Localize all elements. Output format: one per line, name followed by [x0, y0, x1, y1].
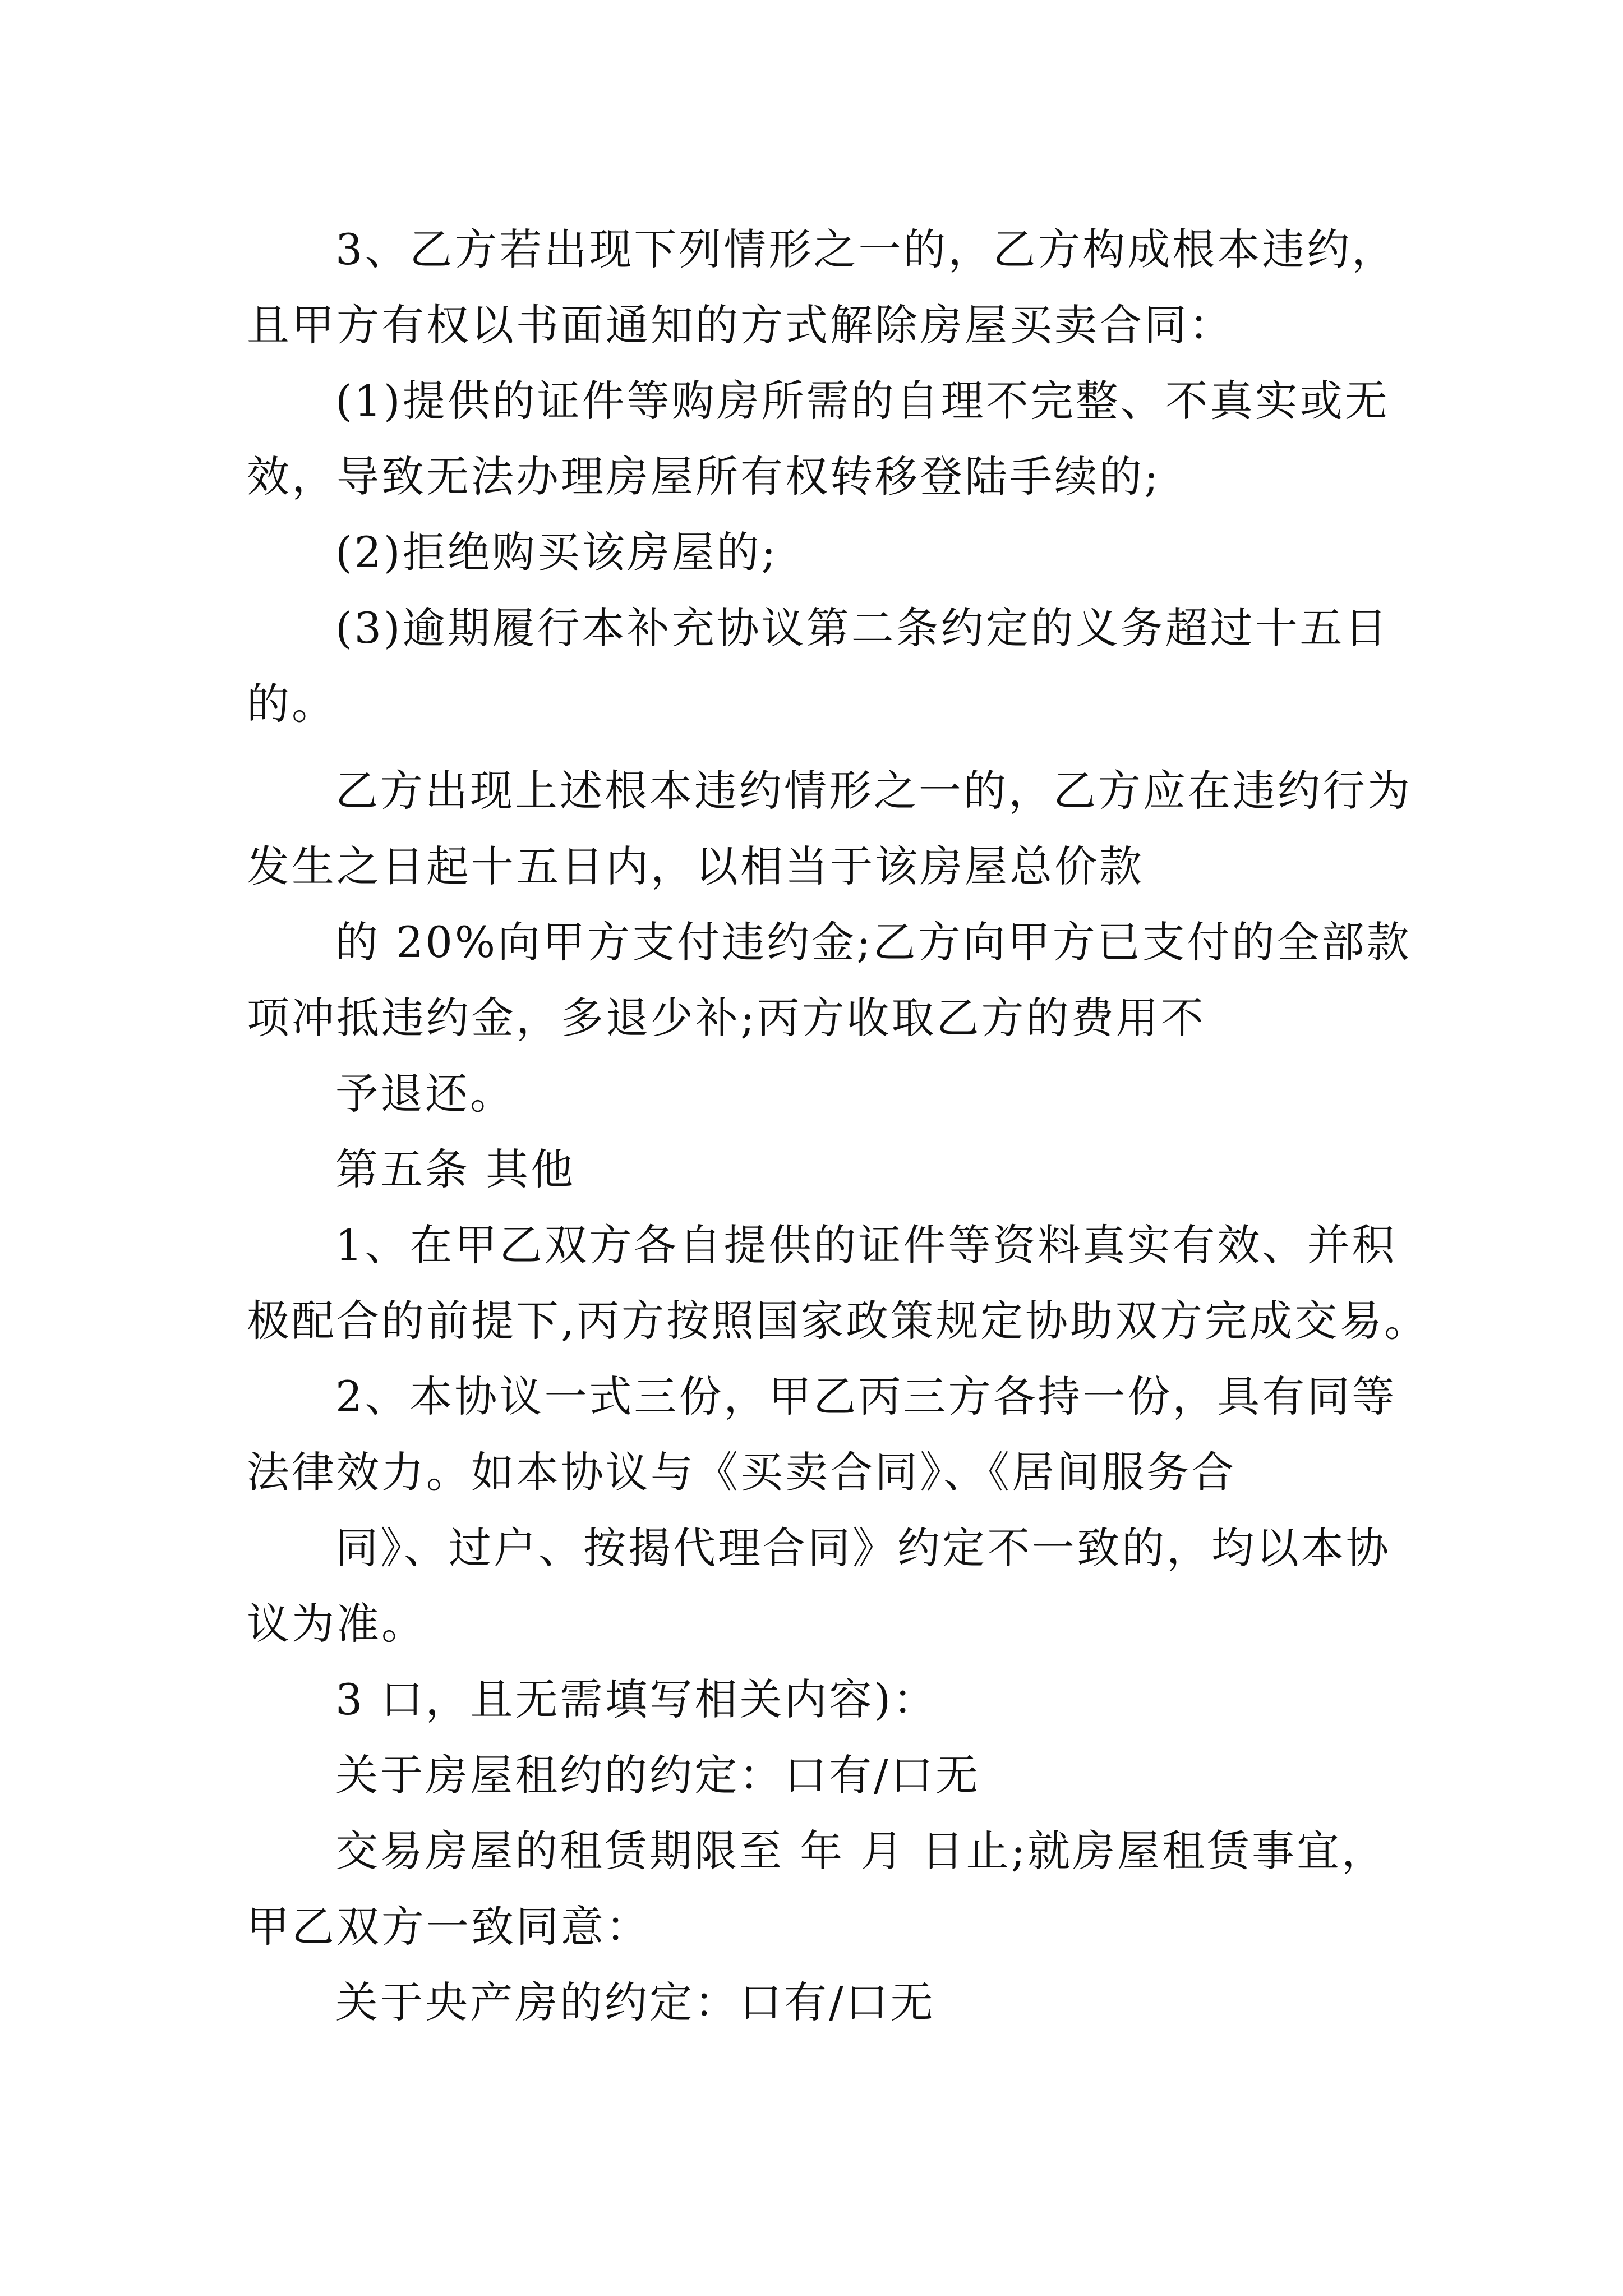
text-line: 关于房屋租约的约定：口有/口无	[335, 1750, 980, 1800]
text-line: 予退还。	[335, 1069, 515, 1119]
text-line: 的。	[247, 679, 336, 729]
text-line: (2)拒绝购买该房屋的;	[335, 527, 778, 577]
text-line: 甲乙双方一致同意：	[247, 1902, 651, 1952]
text-line: 关于央产房的约定：口有/口无	[335, 1977, 935, 2027]
text-line: 法律效力。如本协议与《买卖合同》、《居间服务合	[247, 1447, 1236, 1497]
text-line: 议为准。	[247, 1599, 426, 1649]
text-line: (3)逾期履行本补充协议第二条约定的义务超过十五日	[335, 603, 1390, 653]
text-line: 效，导致无法办理房屋所有权转移登陆手续的;	[247, 452, 1161, 501]
text-line: 同》、过户、按揭代理合同》约定不一致的，均以本协	[335, 1523, 1391, 1573]
text-line: 项冲抵违约金，多退少补;丙方收取乙方的费用不	[247, 993, 1206, 1043]
text-line: 1、在甲乙双方各自提供的证件等资料真实有效、并积	[335, 1220, 1397, 1270]
text-line: 乙方出现上述根本违约情形之一的，乙方应在违约行为	[335, 766, 1412, 816]
text-line: 交易房屋的租赁期限至 年 月 日止;就房屋租赁事宜，	[335, 1826, 1387, 1876]
text-line: 3、乙方若出现下列情形之一的，乙方构成根本违约，	[335, 224, 1397, 274]
text-line: 发生之日起十五日内，以相当于该房屋总价款	[247, 841, 1144, 891]
text-line: 的 20%向甲方支付违约金;乙方向甲方已支付的全部款	[335, 917, 1412, 967]
text-line: 2、本协议一式三份，甲乙丙三方各持一份，具有同等	[335, 1372, 1397, 1421]
section-heading: 第五条 其他	[335, 1144, 576, 1194]
text-line: 极配合的前提下,丙方按照国家政策规定协助双方完成交易。	[247, 1296, 1430, 1346]
text-line: 且甲方有权以书面通知的方式解除房屋买卖合同：	[247, 300, 1234, 350]
text-line: (1)提供的证件等购房所需的自理不完整、不真实或无	[335, 376, 1390, 426]
text-line: 3 口，且无需填写相关内容)：	[335, 1674, 938, 1724]
